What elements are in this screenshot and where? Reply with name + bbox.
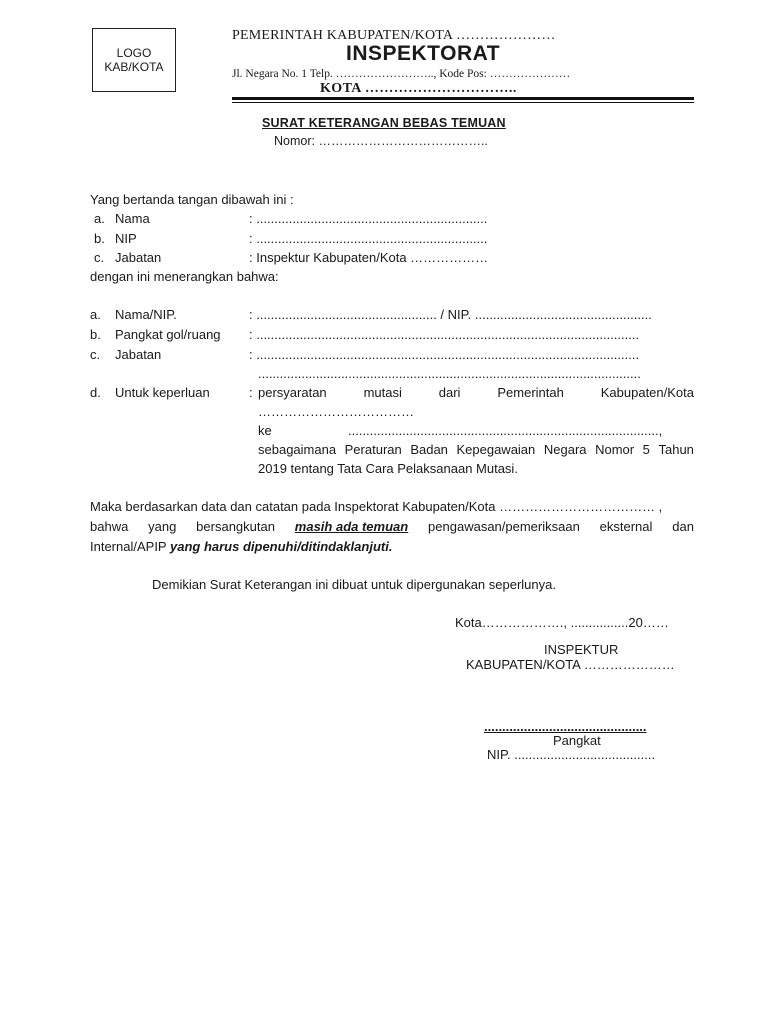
purpose-word: sebagaimana xyxy=(258,442,337,457)
government-line: PEMERINTAH KABUPATEN/KOTA ………………… xyxy=(232,28,556,43)
finding-status-emphasis: masih ada temuan xyxy=(294,519,409,534)
purpose-line-4 xyxy=(258,442,694,457)
signer-role-line-1: INSPEKTUR xyxy=(544,642,619,657)
subject-label-position: Jabatan xyxy=(115,347,162,362)
signer-num-a: a. xyxy=(94,211,105,226)
conclusion-line-1: Maka berdasarkan data dan catatan pada Inspektorat Kabupaten/Kota ……………………………… , xyxy=(90,499,663,514)
conclusion-line-3-text: Internal/APIP xyxy=(90,539,170,554)
declare-text: dengan ini menerangkan bahwa: xyxy=(90,269,279,284)
purpose-word: mutasi xyxy=(363,385,402,400)
signer-role-line-2: KABUPATEN/KOTA ………………… xyxy=(466,657,675,672)
purpose-line-5: 2019 tentang Tata Cara Pelaksanaan Mutasi. xyxy=(258,461,518,476)
office-name: INSPEKTORAT xyxy=(346,42,501,65)
purpose-word: Badan xyxy=(410,442,448,457)
follow-up-emphasis: yang harus dipenuhi/ditindaklanjuti. xyxy=(169,539,393,554)
purpose-word: dari xyxy=(438,385,461,400)
signer-label-nip: NIP xyxy=(115,231,137,246)
purpose-ke: ke xyxy=(258,423,272,438)
place-date: Kota………………., ................20…… xyxy=(455,615,669,630)
conclusion-word: bersangkutan xyxy=(196,519,275,534)
document-title: SURAT KETERANGAN BEBAS TEMUAN xyxy=(262,116,506,130)
purpose-line-2: ……………………………… xyxy=(258,404,414,419)
subject-label-rank: Pangkat gol/ruang xyxy=(115,327,221,342)
signer-num-b: b. xyxy=(94,231,105,246)
signer-value-jabatan: : Inspektur Kabupaten/Kota ……………… xyxy=(249,250,489,265)
subject-label-purpose: Untuk keperluan xyxy=(115,385,210,400)
signer-value-nip: : ................................................................ xyxy=(249,231,488,246)
purpose-ke-dots: ......................................................................................, xyxy=(348,423,663,438)
logo-text-line1: LOGO xyxy=(116,46,152,60)
purpose-word: Peraturan xyxy=(344,442,402,457)
purpose-line-1 xyxy=(258,385,694,400)
subject-num-d: d. xyxy=(90,385,101,400)
conclusion-word: yang xyxy=(148,519,177,534)
intro-text: Yang bertanda tangan dibawah ini : xyxy=(90,192,294,207)
logo-placeholder xyxy=(92,28,176,92)
office-address: Jl. Negara No. 1 Telp. …………………….., Kode Pos: ………………… xyxy=(232,68,571,80)
conclusion-word: eksternal xyxy=(599,519,653,534)
conclusion-word: bahwa xyxy=(90,519,129,534)
purpose-word: persyaratan xyxy=(258,385,327,400)
office-city: KOTA ………………………….. xyxy=(320,81,517,96)
subject-num-b: b. xyxy=(90,327,101,342)
purpose-word: Kabupaten/Kota xyxy=(600,385,694,400)
letterhead-rule-thick xyxy=(232,97,694,100)
signer-label-name: Nama xyxy=(115,211,150,226)
letterhead-rule-thin xyxy=(232,102,694,103)
purpose-word: Pemerintah xyxy=(497,385,564,400)
purpose-word: Tahun xyxy=(658,442,694,457)
subject-label-name-nip: Nama/NIP. xyxy=(115,307,177,322)
purpose-word: Nomor xyxy=(595,442,635,457)
subject-value-name-nip: : .................................................. / NIP. ................................................. xyxy=(249,307,652,322)
subject-num-c: c. xyxy=(90,347,101,362)
conclusion-word: pengawasan/pemeriksaan xyxy=(428,519,580,534)
subject-purpose-colon: : xyxy=(249,385,253,400)
conclusion-line-3 xyxy=(90,539,392,554)
conclusion-word: dan xyxy=(672,519,694,534)
signer-rank: Pangkat xyxy=(553,733,601,748)
purpose-word: 5 xyxy=(642,442,650,457)
signer-num-c: c. xyxy=(94,250,105,265)
conclusion-line-2 xyxy=(90,519,694,534)
purpose-word: Negara xyxy=(543,442,587,457)
logo-text-line2: KAB/KOTA xyxy=(104,60,164,74)
subject-num-a: a. xyxy=(90,307,101,322)
subject-value-position: : .......................................................................................................... xyxy=(249,347,640,362)
closing-text: Demikian Surat Keterangan ini dibuat untuk dipergunakan seperlunya. xyxy=(152,577,556,592)
signer-value-name: : ................................................................ xyxy=(249,211,488,226)
subject-value-rank: : .......................................................................................................... xyxy=(249,327,640,342)
subject-value-position-cont: .......................................................................................................... xyxy=(258,366,641,381)
signer-nip: NIP. ....................................... xyxy=(487,747,656,762)
document-number: Nomor: ………………………………….. xyxy=(274,134,488,148)
signer-label-jabatan: Jabatan xyxy=(115,250,162,265)
signer-name-line: ............................................. xyxy=(484,719,647,734)
purpose-word: Kepegawaian xyxy=(456,442,536,457)
